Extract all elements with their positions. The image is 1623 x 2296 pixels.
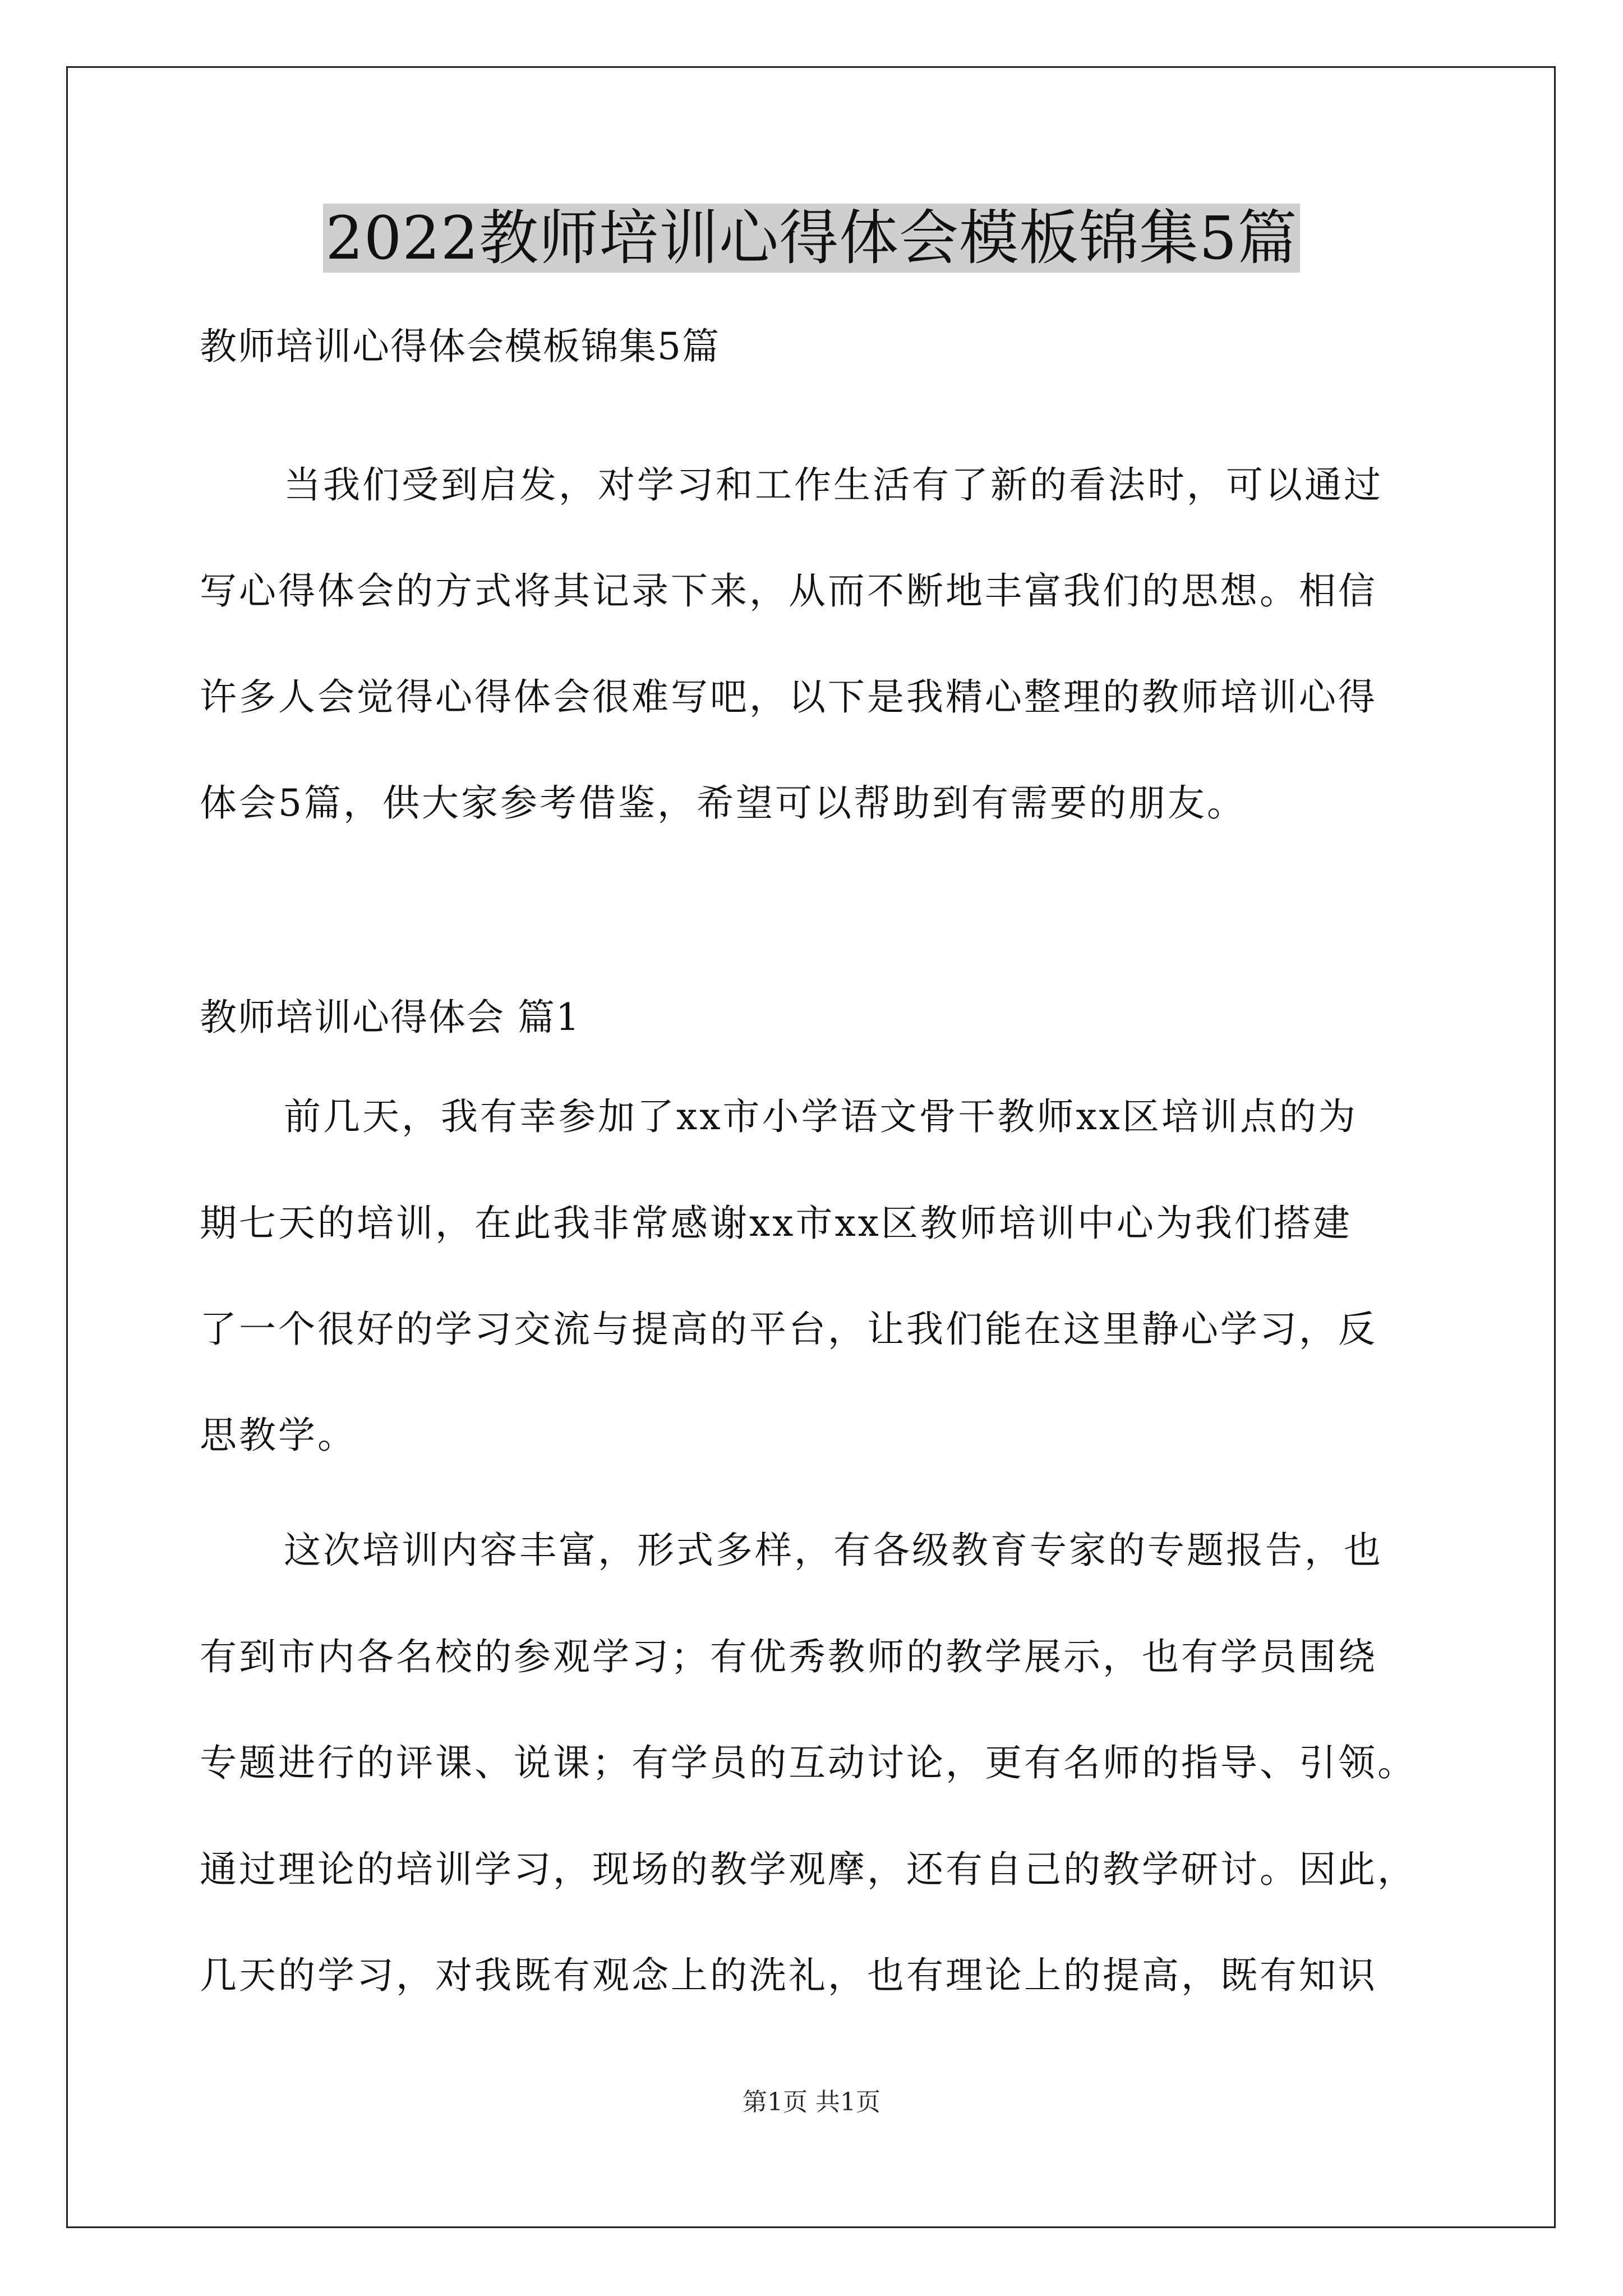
document-title bbox=[0, 194, 1623, 283]
document-subtitle: 教师培训心得体会模板锦集5篇 bbox=[200, 325, 720, 368]
paragraph2-line-4: 通过理论的培训学习，现场的教学观摩，还有自己的教学研讨。因此， bbox=[200, 1848, 1417, 1891]
paragraph2-line-5: 几天的学习，对我既有观念上的洗礼，也有理论上的提高，既有知识 bbox=[200, 1954, 1377, 1997]
intro-line-2: 写心得体会的方式将其记录下来，从而不断地丰富我们的思想。相信 bbox=[200, 569, 1377, 613]
intro-line-4: 体会5篇，供大家参考借鉴，希望可以帮助到有需要的朋友。 bbox=[200, 781, 1246, 825]
paragraph2-line-1: 这次培训内容丰富，形式多样，有各级教育专家的专题报告，也 bbox=[284, 1529, 1383, 1572]
paragraph1-line-1: 前几天，我有幸参加了xx市小学语文骨干教师xx区培训点的为 bbox=[284, 1095, 1358, 1138]
intro-line-1: 当我们受到启发，对学习和工作生活有了新的看法时，可以通过 bbox=[284, 463, 1383, 507]
paragraph1-line-2: 期七天的培训，在此我非常感谢xx市xx区教师培训中心为我们搭建 bbox=[200, 1202, 1352, 1245]
paragraph1-line-4: 思教学。 bbox=[200, 1414, 357, 1457]
page-border bbox=[66, 66, 1556, 2228]
paragraph2-line-3: 专题进行的评课、说课；有学员的互动讨论，更有名师的指导、引领。 bbox=[200, 1741, 1417, 1784]
document-title-text: 2022教师培训心得体会模板锦集5篇 bbox=[323, 204, 1299, 273]
section-heading: 教师培训心得体会 篇1 bbox=[200, 996, 580, 1039]
paragraph2-line-2: 有到市内各名校的参观学习；有优秀教师的教学展示，也有学员围绕 bbox=[200, 1635, 1377, 1678]
paragraph1-line-3: 了一个很好的学习交流与提高的平台，让我们能在这里静心学习，反 bbox=[200, 1308, 1377, 1351]
page-footer: 第1页 共1页 bbox=[743, 2088, 880, 2116]
intro-line-3: 许多人会觉得心得体会很难写吧，以下是我精心整理的教师培训心得 bbox=[200, 675, 1377, 719]
